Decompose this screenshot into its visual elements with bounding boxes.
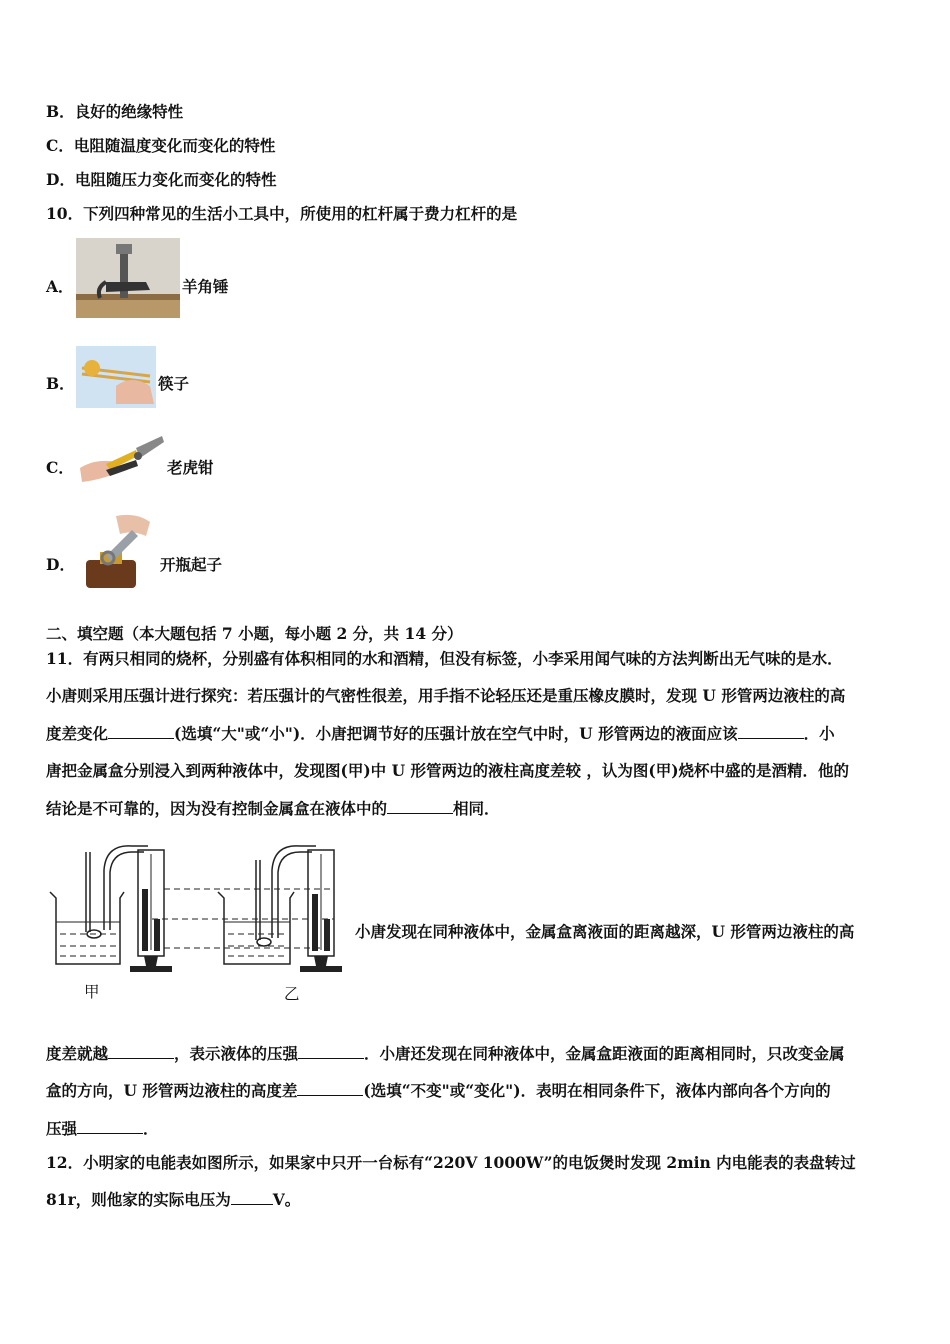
q10-option-b-letter: B． — [46, 374, 75, 393]
q10-option-b-text: 筷子 — [158, 374, 190, 393]
text: V。 — [272, 1190, 301, 1209]
claw-hammer-icon — [76, 238, 180, 318]
option-text: 电阻随压力变化而变化的特性 — [74, 170, 277, 189]
text: 压强 — [46, 1119, 78, 1138]
q12-line-2 — [46, 1190, 300, 1210]
answer-blank[interactable] — [297, 1081, 363, 1096]
option-letter: C． — [46, 136, 74, 155]
q9-option-b — [46, 102, 183, 122]
option-letter: D． — [46, 170, 75, 189]
q10-stem: 10．下列四种常见的生活小工具中，所使用的杠杆属于费力杠杆的是 — [46, 204, 518, 223]
answer-blank[interactable] — [108, 1044, 174, 1059]
text: 81r，则他家的实际电压为 — [46, 1190, 231, 1209]
figure-label-yi: 乙 — [284, 985, 300, 1003]
answer-blank[interactable] — [298, 1044, 364, 1059]
q11-line-2: 小唐则采用压强计进行探究：若压强计的气密性很差，用手指不论轻压还是重压橡皮膜时，发现 U 形管两边液柱的高 — [46, 686, 846, 705]
bottle-opener-icon — [76, 512, 158, 588]
text: ，表示液体的压强 — [174, 1044, 299, 1063]
text: ． — [143, 1119, 159, 1138]
text: 结论是不可靠的，因为没有控制金属盒在液体中的 — [46, 799, 388, 818]
q11-line-8 — [46, 1081, 831, 1101]
text: 度差就越 — [46, 1044, 109, 1063]
q9-option-c — [46, 136, 275, 156]
q11-line-5 — [46, 799, 500, 819]
q10-option-c-text: 老虎钳 — [167, 458, 214, 477]
answer-blank[interactable] — [738, 724, 804, 739]
q11-side-text: 小唐发现在同种液体中，金属盒离液面的距离越深，U 形管两边液柱的高 — [355, 922, 855, 941]
pliers-icon — [76, 428, 166, 492]
q11-line-4: 唐把金属盒分别浸入到两种液体中，发现图(甲)中 U 形管两边的液柱高度差较 ，认为图(甲)烧杯中盛的是酒精．他的 — [46, 761, 850, 780]
option-text: 电阻随温度变化而变化的特性 — [73, 136, 276, 155]
option-text: 良好的绝缘特性 — [74, 102, 184, 121]
q10-option-a-text: 羊角锤 — [182, 277, 229, 296]
answer-blank[interactable] — [77, 1119, 143, 1134]
text: 盒的方向，U 形管两边液柱的高度差 — [46, 1081, 298, 1100]
q10-option-c-letter: C． — [46, 458, 74, 477]
text: (选填“大"或“小")．小唐把调节好的压强计放在空气中时，U 形管两边的液面应该 — [174, 724, 738, 743]
q11-line-7 — [46, 1044, 845, 1064]
text: ．小 — [803, 724, 835, 743]
answer-blank[interactable] — [387, 799, 453, 814]
q10-option-a-letter: A． — [46, 277, 74, 296]
q11-line-3 — [46, 724, 835, 744]
chopsticks-icon — [76, 346, 156, 408]
q12-line-1: 12．小明家的电能表如图所示，如果家中只开一台标有“220V 1000W”的电饭煲时发现 2min 内电能表的表盘转过 — [46, 1153, 856, 1172]
text: 相同． — [453, 799, 500, 818]
answer-blank[interactable] — [108, 724, 174, 739]
q11-line-9 — [46, 1119, 159, 1139]
option-letter: B． — [46, 102, 75, 121]
figure-label-jia: 甲 — [84, 983, 100, 1001]
text: (选填“不变"或“变化")．表明在相同条件下，液体内部向各个方向的 — [363, 1081, 831, 1100]
section-heading: 二、填空题（本大题包括 7 小题，每小题 2 分，共 14 分） — [46, 624, 463, 643]
answer-blank[interactable] — [231, 1190, 273, 1205]
q11-line-1: 11．有两只相同的烧杯，分别盛有体积相同的水和酒精，但没有标签，小李采用闻气味的方法判断出无气味的是水． — [46, 649, 843, 668]
q10-option-d-text: 开瓶起子 — [160, 555, 223, 574]
text: ．小唐还发现在同种液体中，金属盒距液面的距离相同时，只改变金属 — [364, 1044, 845, 1063]
q9-option-d — [46, 170, 276, 190]
q10-option-d-letter: D． — [46, 555, 75, 574]
text: 度差变化 — [46, 724, 109, 743]
